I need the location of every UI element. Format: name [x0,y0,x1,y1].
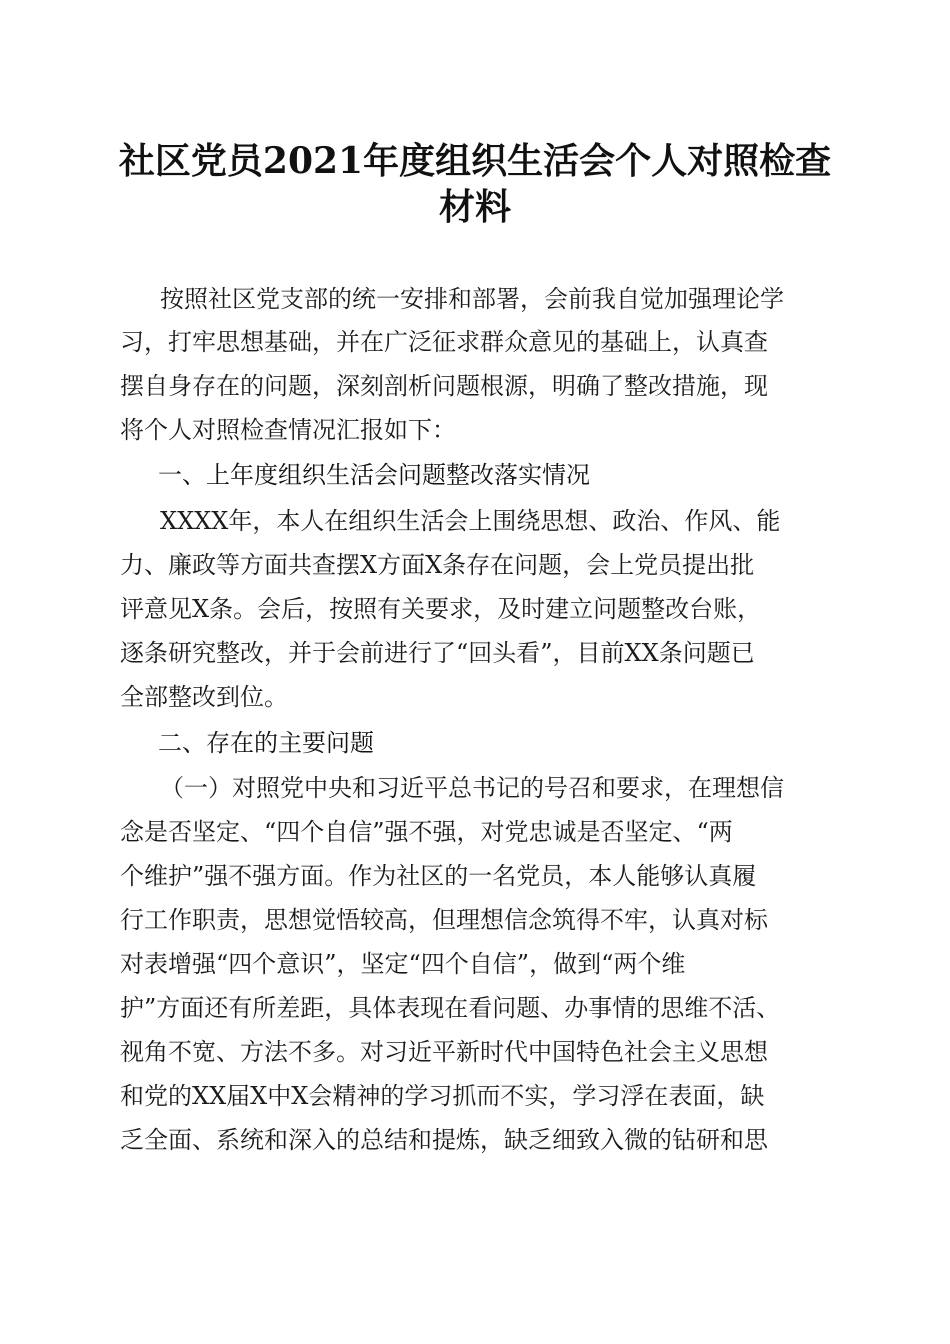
section2-line: 和党的XX届X中X会精神的学习抓而不实，学习浮在表面，缺 [120,1082,765,1110]
section2-line: （一）对照党中央和习近平总书记的号召和要求，在理想信 [160,774,784,802]
document-title-line1: 社区党员2021年度组织生活会个人对照检查 [118,140,832,182]
section2-line: 视角不宽、方法不多。对习近平新时代中国特色社会主义思想 [120,1038,768,1066]
section2-line: 乏全面、系统和深入的总结和提炼，缺乏细致入微的钻研和思 [120,1126,768,1154]
intro-line: 按照社区党支部的统一安排和部署，会前我自觉加强理论学 [160,285,784,313]
section2-line: 念是否坚定、“四个自信”强不强，对党忠诚是否坚定、“两 [120,818,733,846]
section2-line: 对表增强“四个意识”，坚定“四个自信”，做到“两个维 [120,950,686,978]
section1-line: XXXX年，本人在组织生活会上围绕思想、政治、作风、能 [160,507,781,535]
intro-line: 习，打牢思想基础，并在广泛征求群众意见的基础上，认真查 [120,328,768,356]
section-heading-1: 一、上年度组织生活会问题整改落实情况 [158,461,590,489]
intro-line: 将个人对照检查情况汇报如下： [120,416,456,444]
section1-line: 评意见X条。会后，按照有关要求，及时建立问题整改台账， [120,595,762,623]
document-title-line2: 材料 [438,186,511,228]
intro-line: 摆自身存在的问题，深刻剖析问题根源，明确了整改措施，现 [120,372,768,400]
section2-line: 个维护”强不强方面。作为社区的一名党员，本人能够认真履 [120,862,757,890]
section-heading-2: 二、存在的主要问题 [158,729,374,757]
section2-line: 行工作职责，思想觉悟较高，但理想信念筑得不牢，认真对标 [120,906,768,934]
section1-line: 逐条研究整改，并于会前进行了“回头看”，目前XX条问题已 [120,639,755,667]
section1-line: 全部整改到位。 [120,683,288,711]
section2-line: 护”方面还有所差距，具体表现在看问题、办事情的思维不活、 [120,994,781,1022]
section1-line: 力、廉政等方面共查摆X方面X条存在问题，会上党员提出批 [120,551,755,579]
